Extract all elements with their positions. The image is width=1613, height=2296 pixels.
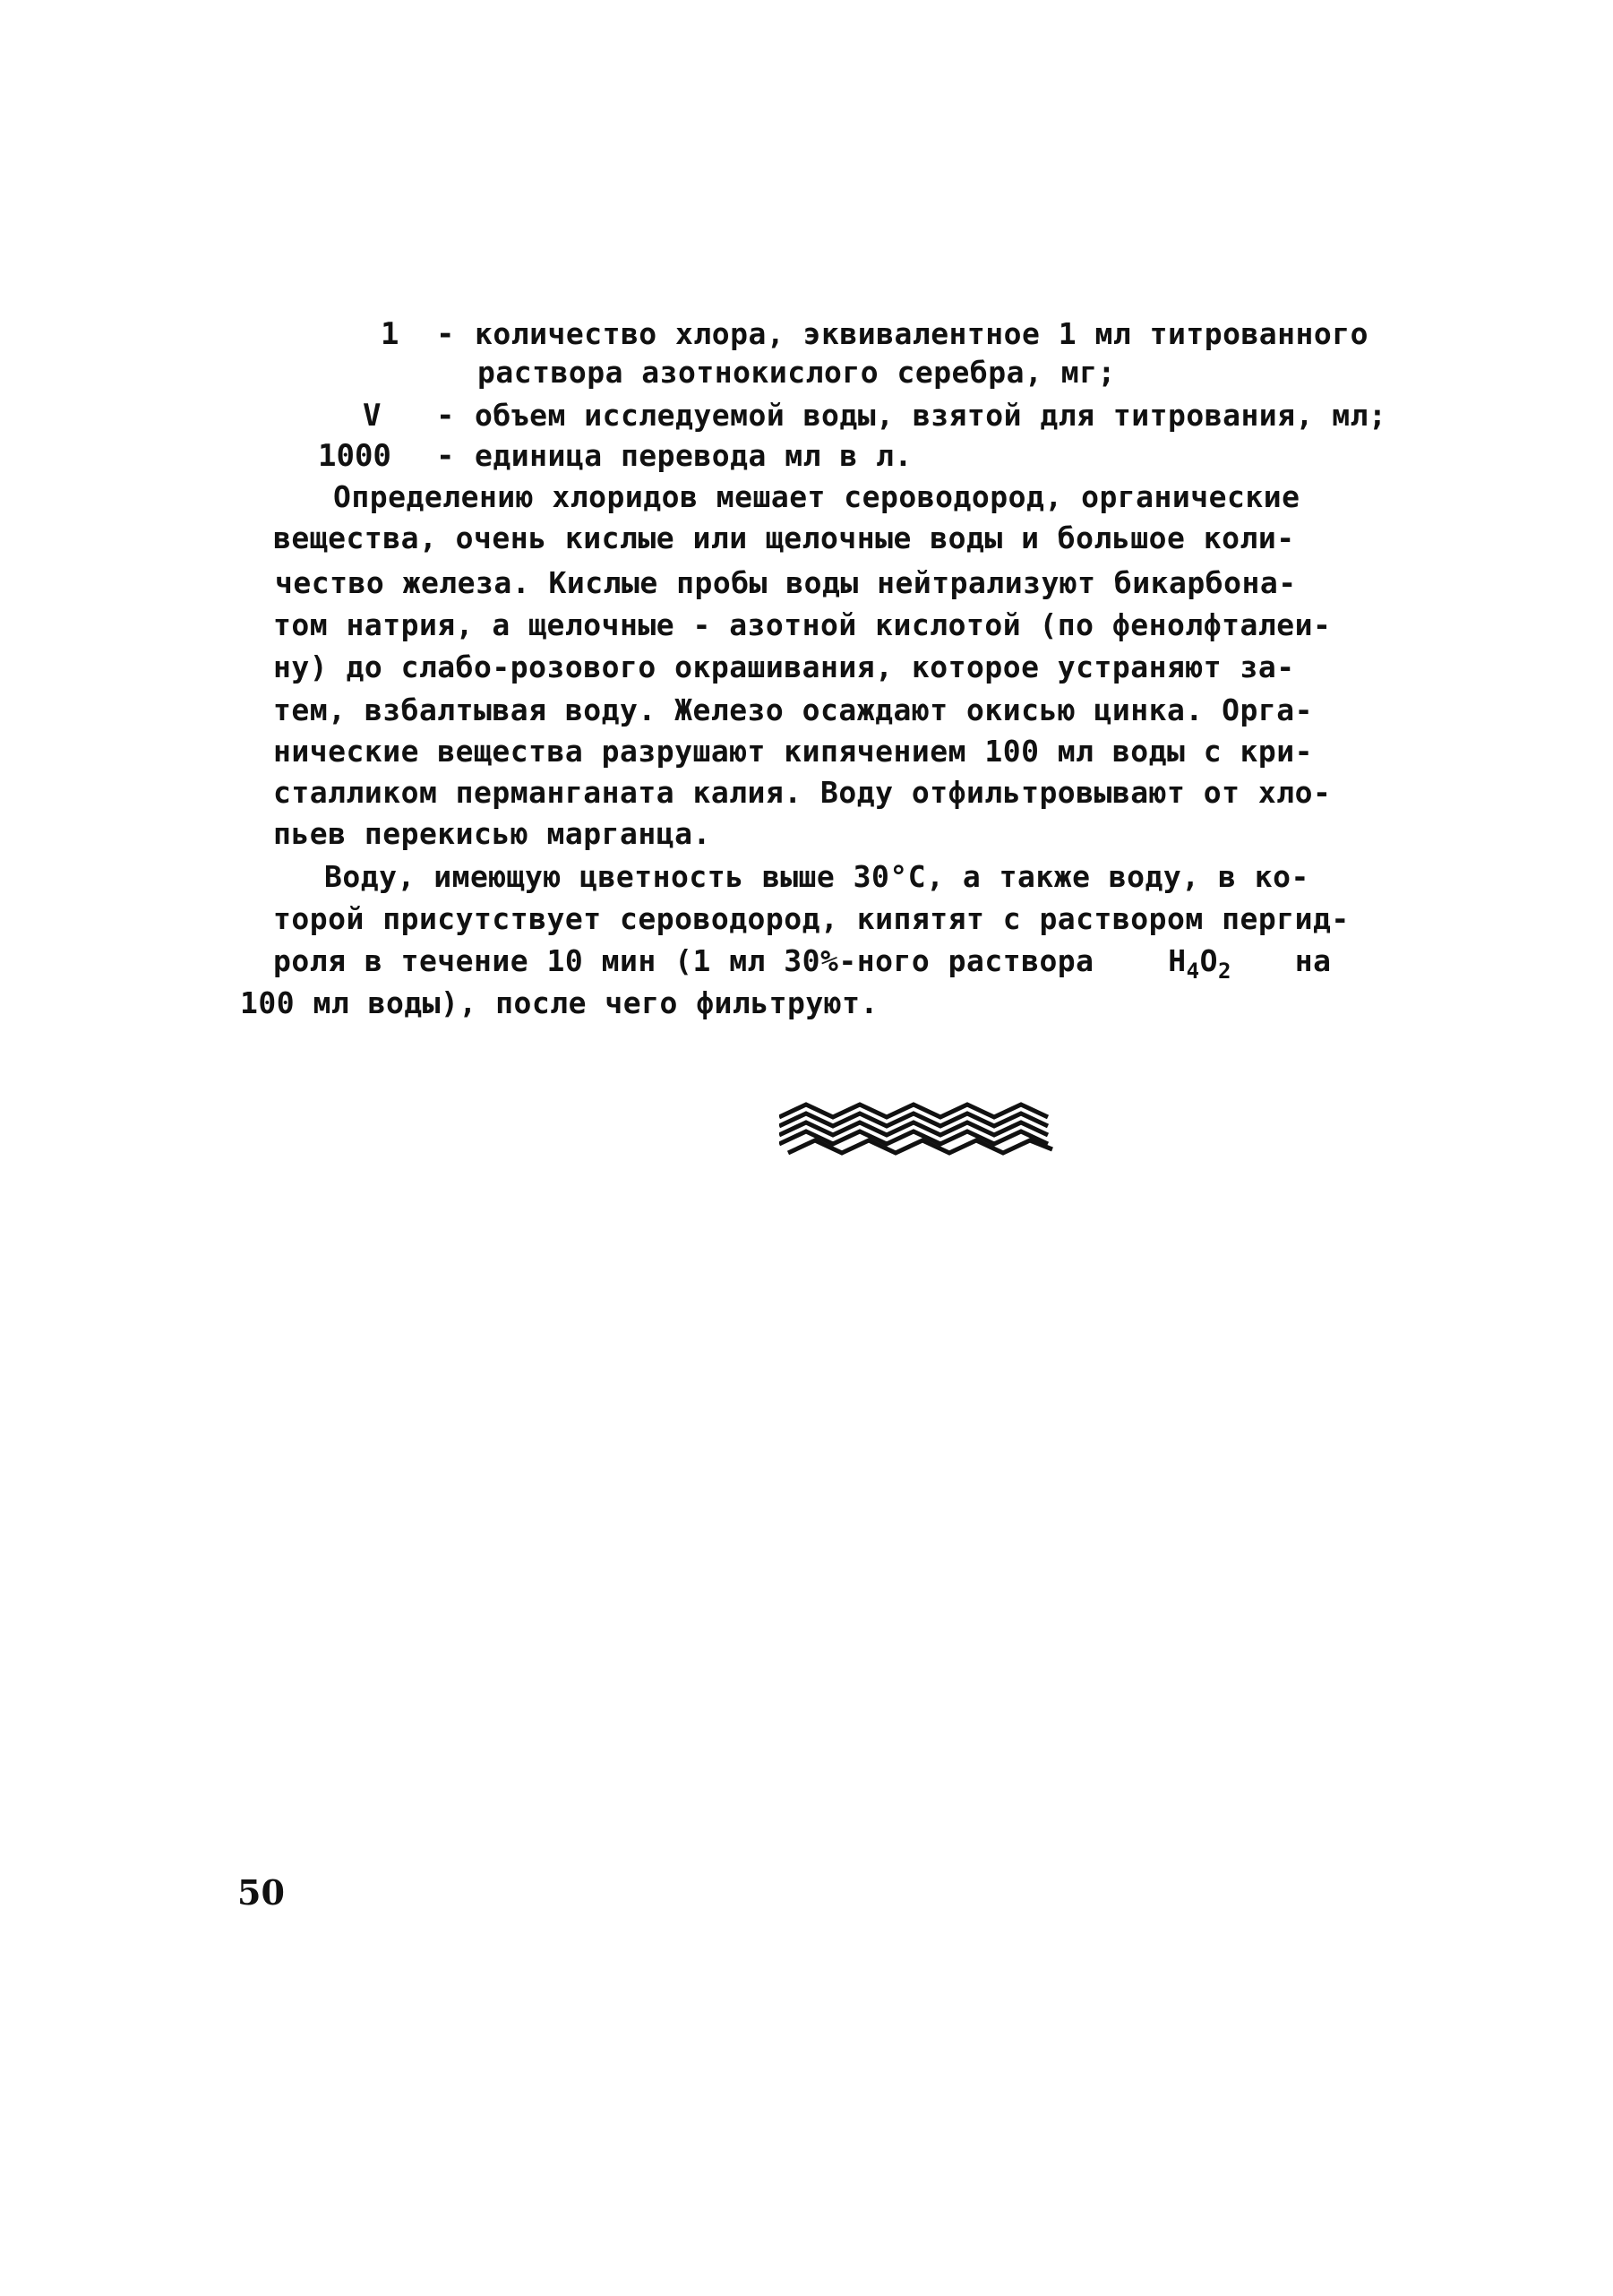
- paragraph2-line4: 100 мл воды), после чего фильтруют.: [240, 985, 879, 1020]
- page-number: 50: [237, 1872, 285, 1913]
- paragraph1-line8: сталликом перманганата калия. Воду отфильтровывают от хло-: [273, 775, 1332, 810]
- legend-text-1a-content: количество хлора, эквивалентное 1 мл титрованного: [475, 316, 1369, 351]
- formula-o: O: [1199, 943, 1218, 978]
- paragraph1-line2: вещества, очень кислые или щелочные воды и большое коли-: [273, 520, 1295, 555]
- paragraph1-line4: том натрия, а щелочные - азотной кислотой (по фенолфталеи-: [273, 607, 1332, 642]
- legend-symbol-3: 1000: [318, 438, 391, 474]
- legend-text-1a: [475, 314, 1442, 355]
- paragraph1-line1: Определению хлоридов мешает сероводород, органические: [333, 479, 1300, 514]
- paragraph1-line6: тем, взбалтывая воду. Железо осаждают окисью цинка. Орга-: [273, 692, 1313, 727]
- paragraph1-line7: нические вещества разрушают кипячением 100 мл воды с кри-: [273, 734, 1313, 769]
- legend-text-3: единица перевода мл в л.: [475, 438, 913, 473]
- paragraph1-line3: чество железа. Кислые пробы воды нейтрализуют бикарбона-: [275, 565, 1297, 600]
- formula-o-subscript: 2: [1218, 959, 1231, 984]
- legend-symbol-2: V: [363, 398, 382, 434]
- legend-dash-3: -: [436, 438, 455, 474]
- paragraph2-line2: торой присутствует сероводород, кипятят с раствором пергид-: [273, 901, 1350, 936]
- zigzag-ornament-icon: [779, 1097, 1057, 1160]
- legend-dash-1: -: [436, 316, 455, 352]
- paragraph1-line9: пьев перекисью марганца.: [273, 816, 711, 851]
- formula-h-subscript: 4: [1186, 959, 1200, 984]
- paragraph1-line5: ну) до слабо-розового окрашивания, которое устраняют за-: [273, 649, 1295, 684]
- paragraph2-line1: Воду, имеющую цветность выше 30°С, а также воду, в ко-: [324, 859, 1309, 894]
- legend-dash-2: -: [436, 398, 455, 434]
- legend-symbol-1: 1: [381, 316, 399, 352]
- legend-text-1b: раствора азотнокислого серебра, мг;: [477, 355, 1116, 390]
- formula-h: H: [1168, 943, 1187, 978]
- legend-text-2: объем исследуемой воды, взятой для титрования, мл;: [475, 398, 1387, 433]
- paragraph2-line3-end: на: [1294, 943, 1332, 978]
- paragraph2-line3-text: роля в течение 10 мин (1 мл 30%-ного раствора: [273, 943, 1094, 978]
